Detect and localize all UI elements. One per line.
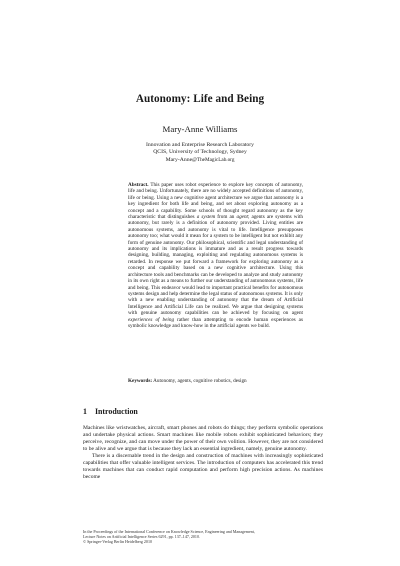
email-domain: TheMagicLab.org [196, 156, 235, 163]
section-heading [83, 407, 138, 416]
abstract-text-1: This paper uses robot experience to explore key concepts of autonomy, life and being. Unfortunately, there are no widely accepted definitions of autonomy, life or being. Using a new cognitive agent architecture we argue that autonomy is a key ingredient for both life and being, and set about exploring autonomy as a concept and a capability. Some schools of thought regard autonomy as the key characteristic that distinguishes [128, 182, 303, 221]
footnote-line-3: © Springer-Verlag Berlin Heidelberg 2010 [83, 539, 153, 544]
footnote-line-2: Lecture Notes on Artificial Intelligence Series 6291, pp. 137–147, 2010. [83, 534, 200, 539]
email-user: Mary-Anne [165, 156, 193, 163]
email-at: @ [192, 156, 197, 163]
abstract-text-2: from an [215, 214, 237, 221]
section-title: Introduction [94, 407, 138, 416]
abstract-label: Abstract. [128, 182, 149, 188]
affiliation-lab: Innovation and Enterprise Research Laboratory [145, 142, 255, 148]
footnote-line-1: In the Proceedings of the International Conference on Knowledge Science, Engineering and Management, [83, 529, 255, 534]
abstract-emphasis-1: a system [196, 214, 216, 221]
body-paragraph-1: Machines like wristwatches, aircraft, smart phones and robots do things; they perform symbolic operations and undertake physical actions. Smart machines like mobile robots exhibit sophisticated behaviors; they perceive, recognize, and can move under the power of their own volition. However, they are not considered to be alive and we argue that is because they lack an essential ingredient, namely, genuine autonomy. [83, 425, 323, 452]
keywords-text: Autonomy, agents, cognitive robotics, design [152, 378, 247, 384]
author-email[interactable] [0, 157, 400, 164]
abstract-text-3: ; agents are systems with autonomy, but rarely is a definition of autonomy provided. Living entities are autonomous systems, and autonomy is vital to life. Intelligence presupposes autonomy too; what would it mean for a system to be intelligent but not exhibit any form of genuine autonomy. Our philosophical, scientific and legal understanding of autonomy and its implications is immature and as a result progress towards designing, building, managing, exploiting and regulating autonomous systems is retarded. In response we put forward a framework for exploring autonomy as a concept and capability based on a new cognitive architecture. Using this architecture tools and benchmarks can be developed to analyze and study autonomy in its own right as a means to further our understanding of autonomous systems, life and being. This endeavor would lead to important practical benefits for autonomous systems design and help determine the legal status of autonomous systems. It is only with a new enabling understanding of autonomy that the dream of Artificial Intelligence and Artificial Life can be realized. We argue that designing systems with genuine autonomy capabilities can be achieved by focusing on agent [128, 214, 303, 317]
keywords-label: Keywords: [128, 378, 153, 384]
author-affiliation [0, 142, 400, 164]
footnote [83, 529, 323, 544]
body-paragraph-2: There is a discernable trend in the design and construction of machines with increasingly sophisticated capabilities that offer valuable intelligent services. The introduction of computers has accelerated this trend towards machines that can conduct rapid computation and perform high precision actions. As machines become [83, 452, 323, 480]
keywords [128, 378, 303, 384]
abstract-emphasis-2: agent [236, 214, 248, 221]
body-text [83, 425, 323, 481]
paper-title: Autonomy: Life and Being [135, 93, 265, 105]
author-name: Mary-Anne Williams [162, 124, 238, 134]
abstract-emphasis-3: experiences of being [128, 316, 175, 323]
abstract-text-4: rather than attempting to encode human experiences as symbolic knowledge and know-how in the artificial agents we build. [128, 316, 303, 329]
abstract [128, 182, 303, 329]
affiliation-institution: QCIS, University of Technology, Sydney [153, 149, 247, 156]
section-number: 1 [83, 407, 87, 416]
